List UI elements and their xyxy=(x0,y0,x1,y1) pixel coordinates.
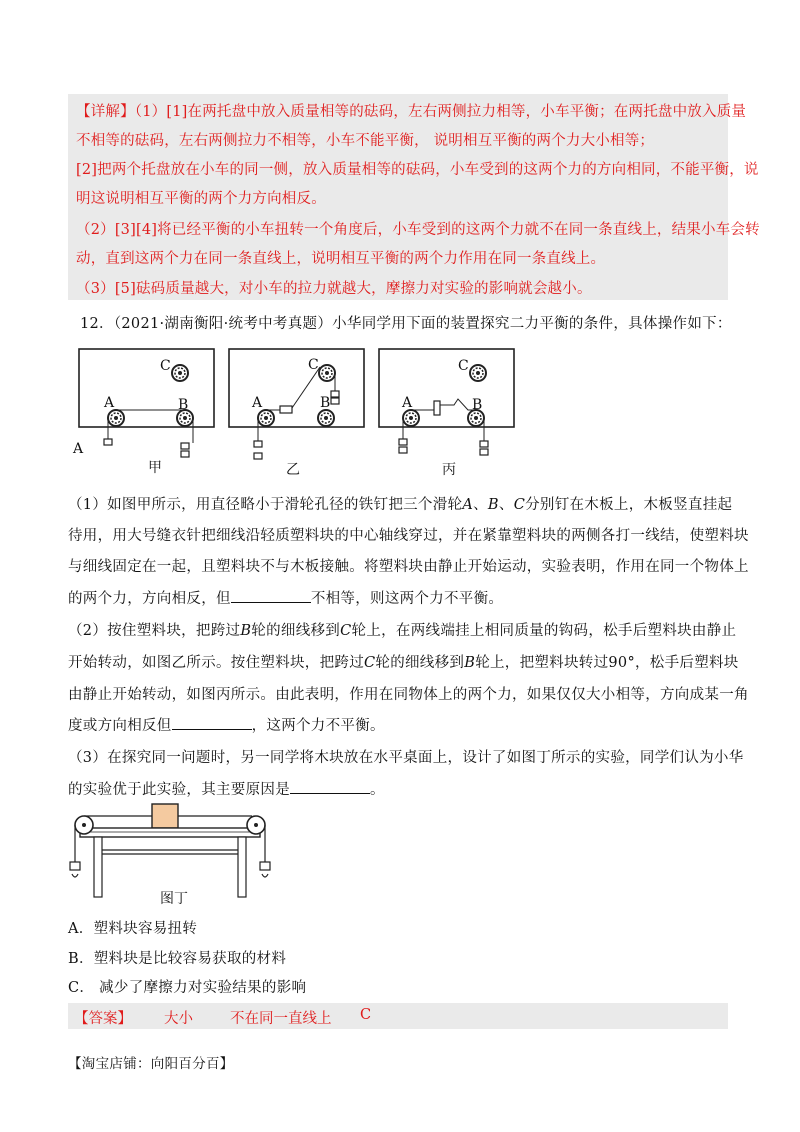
question-header: 12．（2021·湖南衡阳·统考中考真题）小华同学用下面的装置探究二力平衡的条件，具体操作如下： xyxy=(80,316,732,332)
option-a[interactable]: A．塑料块容易扭转 xyxy=(68,921,198,937)
p1-line3: 与细线固定在一起，且塑料块不与木板接触。将塑料块由静止开始运动，实验表明，作用在同一个物体上 xyxy=(68,559,749,575)
panel-caption-1: 甲 xyxy=(148,460,162,476)
pulley-label-c: C xyxy=(308,357,319,373)
answer-box xyxy=(68,1003,728,1029)
answer-label: 【答案】 xyxy=(74,1011,132,1027)
p1-line4: 的两个力，方向相反，但 不相等，则这两个力不平衡。 xyxy=(68,591,504,607)
answer-2: 不在同一直线上 xyxy=(230,1011,332,1027)
answer-blank-2[interactable] xyxy=(172,717,252,730)
figure-label-a: A xyxy=(73,441,84,457)
pulley-label-b: B xyxy=(472,397,483,413)
board-panel-1 xyxy=(79,349,214,427)
explanation-line: 【详解】（1）[1]在两托盘中放入质量相等的砝码，左右两侧拉力相等，小车平衡；在两托盘中放入质量 xyxy=(76,104,747,120)
answer-blank-3[interactable] xyxy=(290,781,370,794)
explanation-line: （2）[3][4]将已经平衡的小车扭转一个角度后，小车受到的这两个力就不在同一条直线上，结果小车会转 xyxy=(76,222,760,238)
option-c[interactable]: C． 减少了摩擦力对实验结果的影响 xyxy=(68,980,307,996)
pulley-label-a: A xyxy=(252,395,263,411)
pulley-label-a: A xyxy=(402,395,413,411)
panel-caption-2: 乙 xyxy=(286,462,300,478)
p2-line4: 度或方向相反但 ，这两个力不平衡。 xyxy=(68,718,385,734)
figure-apparatus xyxy=(68,343,528,478)
explanation-line: 明这说明相互平衡的两个力方向相反。 xyxy=(76,191,326,207)
p2-line2: 开始转动，如图乙所示。按住塑料块，把跨过C轮的细线移到B轮上，把塑料块转过90°，松手后塑料块 xyxy=(68,655,739,671)
p2-line3: 由静止开始转动，如图丙所示。由此表明，作用在同物体上的两个力，如果仅仅大小相等，方向成某一角 xyxy=(68,687,749,703)
explanation-line: （3）[5]砝码质量越大，对小车的拉力就越大，摩擦力对实验的影响就会越小。 xyxy=(76,281,592,297)
figure-table-setup xyxy=(66,800,276,908)
board-panel-3 xyxy=(379,349,514,427)
answer-3: C xyxy=(360,1007,372,1023)
answer-1: 大小 xyxy=(164,1011,193,1027)
p3-line2: 的实验优于此实验，其主要原因是 。 xyxy=(68,782,385,798)
pulley-label-c: C xyxy=(458,358,469,374)
pulley-label-b: B xyxy=(320,395,331,411)
wood-block xyxy=(152,804,178,828)
explanation-line: 动，直到这两个力在同一条直线上，说明相互平衡的两个力作用在同一条直线上。 xyxy=(76,251,606,267)
p1-line1: （1）如图甲所示，用直径略小于滑轮孔径的铁钉把三个滑轮A、B、C分别钉在木板上，木板竖直挂起 xyxy=(68,497,733,513)
p2-line1: （2）按住塑料块，把跨过B轮的细线移到C轮上，在两线端挂上相同质量的钩码，松手后塑料块由静止 xyxy=(68,623,737,639)
explanation-line: [2]把两个托盘放在小车的同一侧，放入质量相等的砝码，小车受到的这两个力的方向相同，不能平衡，说 xyxy=(76,162,759,178)
pulley-label-c: C xyxy=(160,358,171,374)
p3-line1: （3）在探究同一问题时，另一同学将木块放在水平桌面上，设计了如图丁所示的实验，同学们认为小华 xyxy=(68,750,744,766)
p1-line2: 待用，用大号缝衣针把细线沿轻质塑料块的中心轴线穿过，并在紧靠塑料块的两侧各打一线结，使塑料块 xyxy=(68,528,749,544)
option-b[interactable]: B．塑料块是比较容易获取的材料 xyxy=(68,951,287,967)
pulley-label-b: B xyxy=(178,397,189,413)
panel-caption-3: 丙 xyxy=(442,462,456,478)
explanation-line: 不相等的砝码，左右两侧拉力不相等，小车不能平衡， 说明相互平衡的两个力大小相等； xyxy=(76,133,655,149)
pulley-label-a: A xyxy=(104,395,115,411)
figure-caption-ding: 图丁 xyxy=(160,891,188,907)
explanation-box xyxy=(68,94,760,300)
footer-shop: 【淘宝店铺：向阳百分百】 xyxy=(68,1056,234,1072)
board-panel-2 xyxy=(229,349,364,427)
answer-blank-1[interactable] xyxy=(231,590,311,603)
